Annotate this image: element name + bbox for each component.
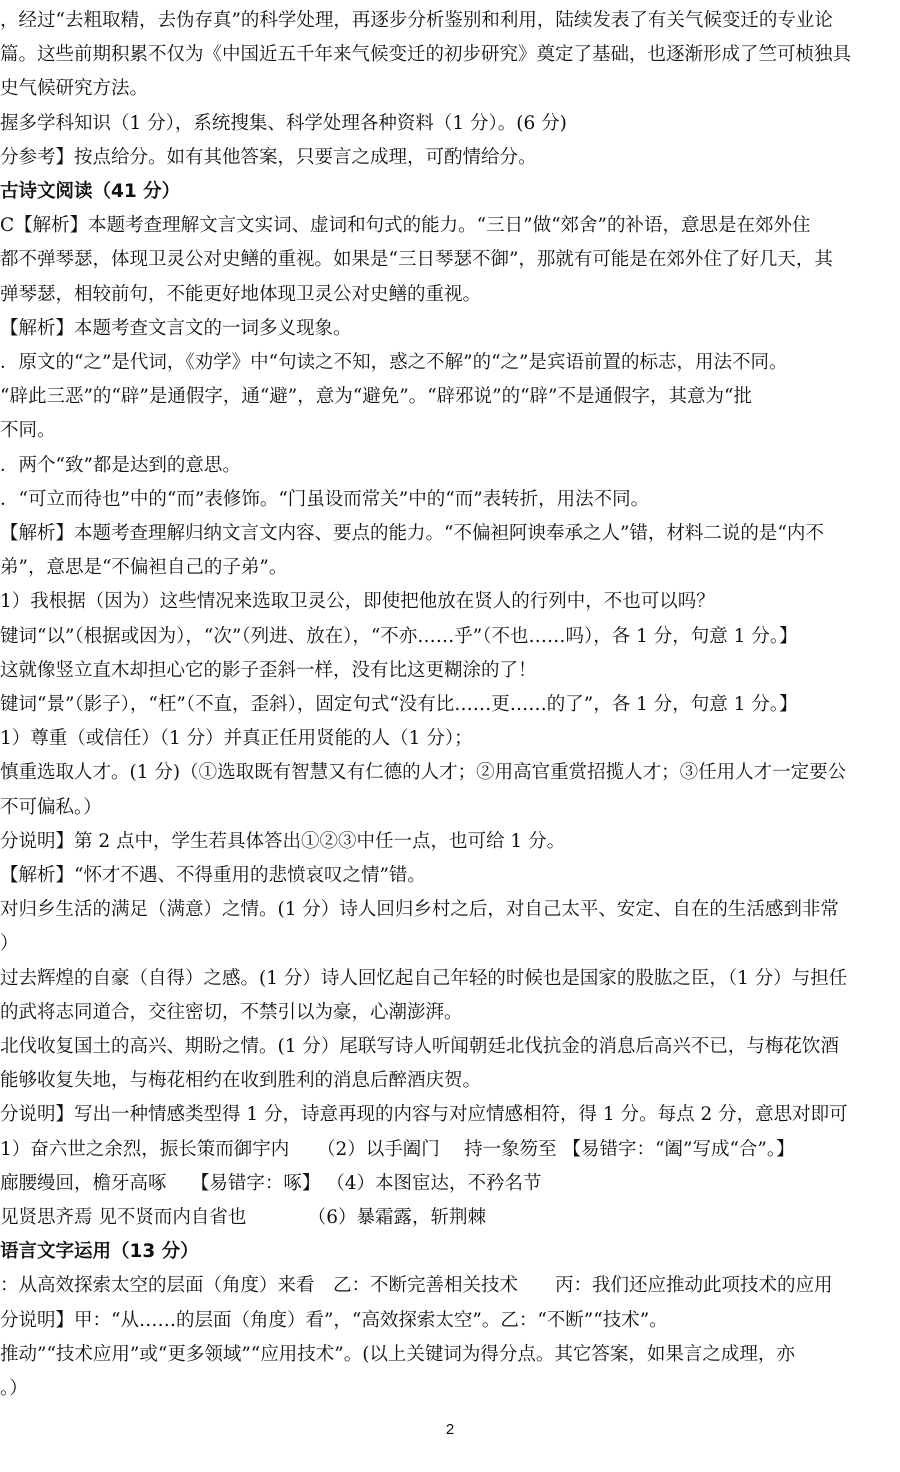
text-line: 弟”，意思是“不偏袒自己的子弟”。 — [0, 557, 288, 579]
text-line: ．原文的“之”是代词，《劝学》中“句读之不知，惑之不解”的“之”是宾语前置的标志，用法不同。 — [0, 352, 788, 373]
text-line: 分说明】写出一种情感类型得 1 分，诗意再现的内容与对应情感相符，得 1 分。每点 2 分，意思对即可 — [0, 1104, 848, 1126]
text-line: ） — [0, 933, 19, 955]
text-line: 北伐收复国土的高兴、期盼之情。(1 分）尾联写诗人听闻朝廷北伐抗金的消息后高兴不已，与梅花饮酒 — [0, 1036, 839, 1057]
section-heading: 语言文字运用（13 分） — [0, 1241, 199, 1263]
text-line: 见贤思齐焉 见不贤而内自省也 （6）暴霜露，斩荆棘 — [0, 1207, 487, 1228]
text-line: 【解析】本题考查理解归纳文言文内容、要点的能力。“不偏袒阿谀奉承之人”错，材料二说的是“内不 — [0, 523, 824, 544]
text-line: ．两个“致”都是达到的意思。 — [0, 454, 241, 476]
text-line: 的武将志同道合，交往密切，不禁引以为豪，心潮澎湃。 — [0, 1001, 463, 1023]
section-heading: 古诗文阅读（41 分） — [0, 181, 181, 202]
text-line: 都不弹琴瑟，体现卫灵公对史鳝的重视。如果是“三日琴瑟不御”，那就有可能是在郊外住了好几天，其 — [0, 249, 833, 271]
text-line: 史气候研究方法。 — [0, 78, 149, 100]
text-line: 不可偏私。） — [0, 796, 102, 818]
text-line: 慎重选取人才。(1 分)（①选取既有智慧又有仁德的人才；②用高官重赏招揽人才；③任用人才一定要公 — [0, 762, 847, 784]
text-line: 这就像竖立直木却担心它的影子歪斜一样，没有比这更糊涂的了！ — [0, 659, 537, 681]
text-line: 分参考】按点给分。如有其他答案，只要言之成理，可酌情给分。 — [0, 146, 537, 168]
text-line: 分说明】第 2 点中，学生若具体答出①②③中任一点，也可给 1 分。 — [0, 830, 566, 852]
text-line: 过去辉煌的自豪（自得）之感。(1 分）诗人回忆起自己年轻的时候也是国家的股肱之臣，（1 分）与担任 — [0, 967, 848, 989]
text-line: 1）尊重（或信任）（1 分）并真正任用贤能的人（1 分）； — [0, 728, 473, 750]
text-line: 【解析】“怀才不遇、不得重用的悲愤哀叹之情”错。 — [0, 865, 426, 886]
text-line: 【解析】本题考查文言文的一词多义现象。 — [0, 317, 352, 339]
text-line: 1）奋六世之余烈，振长策而御宇内 （2）以手阖门 持一象笏至 【易错字：“阖”写成“合”。】 — [0, 1138, 795, 1160]
text-line: 推动”“技术应用”或“更多领域”“应用技术”。(以上关键词为得分点。其它答案，如果言之成理，亦 — [0, 1343, 795, 1365]
text-line: 廊腰缦回，檐牙高啄 【易错字：啄】 （4）本图宦达，不矜名节 — [0, 1172, 542, 1194]
text-line: ：从高效探索太空的层面（角度）来看 乙：不断完善相关技术 丙：我们还应推动此项技术的应用 — [0, 1275, 833, 1297]
text-line: 分说明】甲：“从……的层面（角度）看”，“高效探索太空”。乙：“不断”“技术”。 — [0, 1309, 668, 1331]
text-line: ．“可立而待也”中的“而”表修饰。“门虽设而常关”中的“而”表转折，用法不同。 — [0, 488, 650, 510]
text-line: 键词“以”（根据或因为），“次”（列进、放在），“不亦……乎”（不也……吗），各 1 分，句意 1 分。】 — [0, 625, 798, 647]
text-line: “辟此三恶”的“辟”是通假字，通“避”，意为“避免”。“辟邪说”的“辟”不是通假字，其意为“批 — [0, 386, 752, 408]
text-line: 不同。 — [0, 420, 56, 442]
text-line: C【解析】本题考查理解文言文实词、虚词和句式的能力。“三日”做“郊舍”的补语，意思是在郊外住 — [0, 215, 811, 237]
text-line: 对归乡生活的满足（满意）之情。(1 分）诗人回归乡村之后，对自己太平、安定、自在的生活感到非常 — [0, 899, 839, 921]
text-line: 能够收复失地，与梅花相约在收到胜利的消息后醉酒庆贺。 — [0, 1070, 482, 1092]
text-line: 1）我根据（因为）这些情况来选取卫灵公，即使把他放在贤人的行列中，不也可以吗？ — [0, 591, 715, 613]
text-line: ，经过“去粗取精，去伪存真”的科学处理，再逐步分析鉴别和利用，陆续发表了有关气候变迁的专业论 — [0, 10, 833, 31]
text-line: 握多学科知识（1 分），系统搜集、科学处理各种资料（1 分）。(6 分) — [0, 112, 567, 134]
text-line: 弹琴瑟，相较前句，不能更好地体现卫灵公对史鳝的重视。 — [0, 283, 482, 305]
page-number: 2 — [445, 1421, 455, 1438]
text-line: 。） — [0, 1378, 28, 1399]
text-line: 篇。这些前期积累不仅为《中国近五千年来气候变迁的初步研究》奠定了基础，也逐渐形成了竺可桢独具 — [0, 44, 852, 66]
text-line: 键词“景”（影子），“枉”（不直，歪斜），固定句式“没有比……更……的了”，各 1 分，句意 1 分。】 — [0, 694, 798, 715]
